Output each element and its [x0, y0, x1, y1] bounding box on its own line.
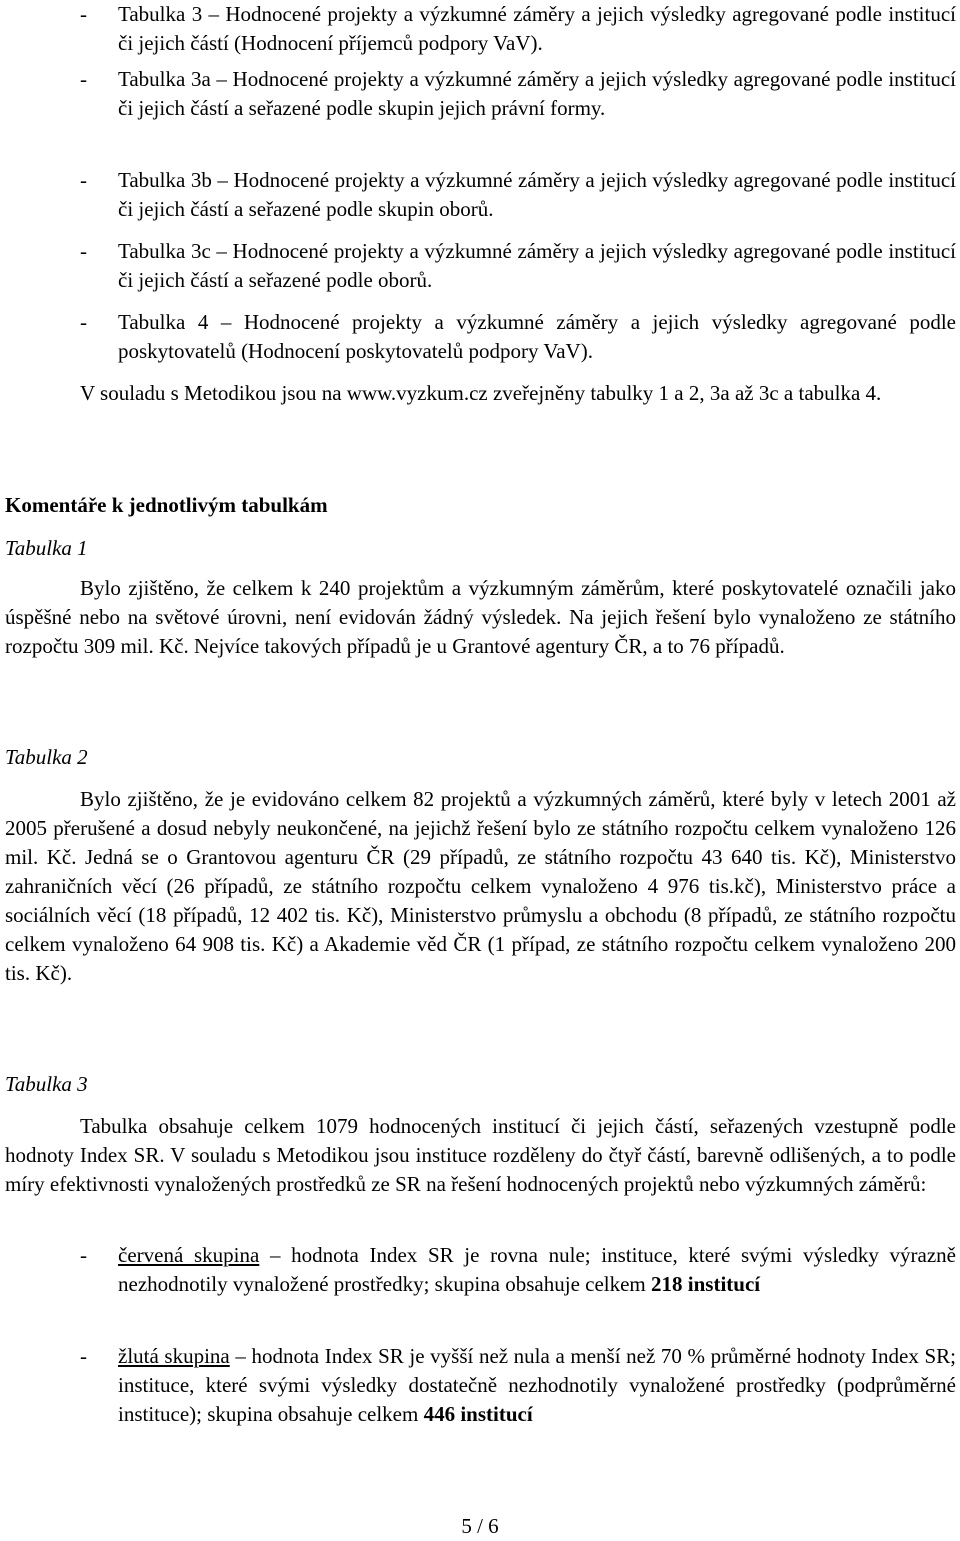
list-dash: -	[80, 310, 87, 334]
list-dash: -	[80, 2, 87, 26]
table2-paragraph: Bylo zjištěno, že je evidováno celkem 82 projektů a výzkumných záměrů, které byly v letech 2001 až 2005 přerušené a dosud nebyly neukončené, na jejichž řešení bylo ze státního rozpočtu celkem vynaloženo 126 mil. Kč. Jedná se o Grantovou agenturu ČR (29 případů, ze státního rozpočtu 43 640 tis. Kč), Ministerstvo zahraničních věcí (26 případů, ze státního rozpočtu celkem vynaloženo 4 976 tis.kč), Ministerstvo práce a sociálních věcí (18 případů, 12 402 tis. Kč), Ministerstvo průmyslu a obchodu (8 případů, ze státního rozpočtu celkem vynaloženo 64 908 tis. Kč) a Akademie věd ČR (1 případ, ze státního rozpočtu celkem vynaloženo 200 tis. Kč).	[5, 787, 956, 985]
table3-heading: Tabulka 3	[5, 1072, 88, 1096]
list-item	[80, 237, 956, 295]
group-text	[118, 1342, 956, 1429]
list-item-text: Tabulka 3c – Hodnocené projekty a výzkumné záměry a jejich výsledky agregované podle institucí či jejich částí a seřazené podle oborů.	[118, 239, 956, 292]
group-name: červená skupina	[118, 1243, 260, 1267]
group-count: 218 institucí	[651, 1272, 761, 1296]
list-item	[80, 308, 956, 366]
table1-heading: Tabulka 1	[5, 536, 88, 560]
list-dash: -	[80, 239, 87, 263]
list-dash: -	[80, 67, 87, 91]
list-item	[80, 166, 956, 224]
group-name: žlutá skupina	[118, 1344, 230, 1368]
comments-heading: Komentáře k jednotlivým tabulkám	[5, 493, 328, 517]
table1-paragraph: Bylo zjištěno, že celkem k 240 projektům a výzkumným záměrům, které poskytovatelé označili jako úspěšné nebo na světové úrovni, není evidován žádný výsledek. Na jejich řešení bylo vynaloženo ze státního rozpočtu 309 mil. Kč. Nejvíce takových případů je u Grantové agentury ČR, a to 76 případů.	[5, 576, 956, 658]
group-text	[118, 1241, 956, 1299]
table2-heading: Tabulka 2	[5, 745, 88, 769]
list-item-text: Tabulka 3 – Hodnocené projekty a výzkumné záměry a jejich výsledky agregované podle institucí či jejich částí (Hodnocení příjemců podpory VaV).	[118, 2, 956, 55]
list-item	[80, 65, 956, 123]
group-description: – hodnota Index SR je vyšší než nula a menší než 70 % průměrné hodnoty Index SR; instituce, které svými výsledky dostatečně nezhodnotily vynaložené prostředky (podprůměrné instituce); skupina obsahuje celkem	[118, 1344, 956, 1426]
group-description: – hodnota Index SR je rovna nule; instituce, které svými výsledky výrazně nezhodnotily vynaložené prostředky; skupina obsahuje celkem	[118, 1243, 956, 1296]
list-item	[80, 0, 956, 58]
publication-note: V souladu s Metodikou jsou na www.vyzkum.cz zveřejněny tabulky 1 a 2, 3a až 3c a tabulka 4.	[80, 381, 882, 405]
table3-paragraph: Tabulka obsahuje celkem 1079 hodnocených institucí či jejich částí, seřazených vzestupně podle hodnoty Index SR. V souladu s Metodikou jsou instituce rozděleny do čtyř částí, barevně odlišených, a to podle míry efektivnosti vynaložených prostředků ze SR na řešení hodnocených projektů nebo výzkumných záměrů:	[5, 1114, 956, 1196]
list-item-text: Tabulka 3b – Hodnocené projekty a výzkumné záměry a jejich výsledky agregované podle institucí či jejich částí a seřazené podle skupin oborů.	[118, 168, 956, 221]
group-item-red	[80, 1241, 956, 1299]
list-item-text: Tabulka 4 – Hodnocené projekty a výzkumné záměry a jejich výsledky agregované podle poskytovatelů (Hodnocení poskytovatelů podpory VaV).	[118, 310, 956, 363]
list-item-text: Tabulka 3a – Hodnocené projekty a výzkumné záměry a jejich výsledky agregované podle institucí či jejich částí a seřazené podle skupin jejich právní formy.	[118, 67, 956, 120]
list-dash: -	[80, 1243, 87, 1267]
list-dash: -	[80, 168, 87, 192]
list-dash: -	[80, 1344, 87, 1368]
page-number: 5 / 6	[461, 1514, 499, 1538]
group-count: 446 institucí	[423, 1402, 533, 1426]
group-item-yellow	[80, 1342, 956, 1429]
